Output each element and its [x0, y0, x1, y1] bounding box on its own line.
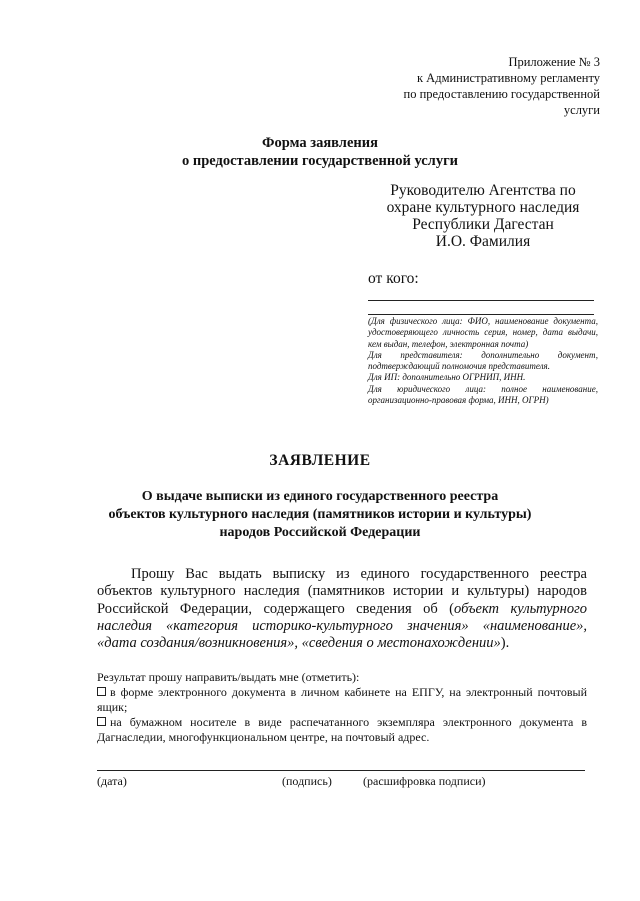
- subject-line: объектов культурного наследия (памятников истории и культуры): [108, 507, 532, 522]
- subject-line: народов Российской Федерации: [219, 525, 421, 540]
- request-plain: Прошу Вас выдать выписку из единого государственного реестра объектов культурного наследия (памятников истории и культуры) народов Российской Федерации, содержащего сведения об (: [97, 566, 587, 617]
- result-intro: Результат прошу направить/выдать мне (отметить):: [97, 670, 360, 684]
- appendix-line: по предоставлению государственной: [403, 87, 600, 101]
- from-field-line: [368, 314, 594, 315]
- date-label: (дата): [97, 774, 127, 788]
- from-note-paragraph: Для ИП: дополнительно ОГРНИП, ИНН.: [368, 372, 526, 383]
- result-option: [97, 685, 587, 715]
- request-italic: объект культурного наследия «категория историко-культурного значения» «наименование», «дата создания/возникновения», «сведения о местонахождении»: [97, 600, 588, 652]
- from-note: [368, 316, 598, 406]
- from-note-paragraph: (Для физического лица: ФИО, наименование документа, удостоверяющего личность серия, номер, дата выдачи, кем выдан, телефон, электронная почта): [368, 316, 598, 349]
- appendix-line: услуги: [563, 103, 600, 117]
- from-note-paragraph: Для представителя: дополнительно документ, подтверждающий полномочия представителя.: [368, 349, 598, 372]
- result-option: [97, 715, 587, 745]
- appendix-line: Приложение № 3: [508, 55, 600, 69]
- recipient-line: охране культурного наследия: [386, 199, 580, 216]
- request-paragraph: [97, 566, 587, 652]
- decode-label: (расшифровка подписи): [363, 774, 486, 788]
- form-title-line: о предоставлении государственной услуги: [181, 153, 459, 169]
- result-section: [97, 670, 587, 745]
- appendix-line: к Административному регламенту: [416, 71, 600, 85]
- form-title: [100, 134, 540, 170]
- result-option-label: в форме электронного документа в личном кабинете на ЕПГУ, на электронный почтовый ящик;: [97, 685, 587, 714]
- subject-line: О выдаче выписки из единого государственного реестра: [141, 489, 499, 504]
- form-title-line: Форма заявления: [262, 135, 378, 151]
- from-field-line: [368, 300, 594, 301]
- statement-subject: [90, 488, 550, 542]
- recipient-line: И.О. Фамилия: [435, 233, 531, 250]
- sign-label: (подпись): [282, 774, 332, 788]
- paper-checkbox[interactable]: [97, 717, 106, 726]
- from-note-paragraph: Для юридического лица: полное наименование, организационно-правовая форма, ИНН, ОГРН): [368, 383, 598, 406]
- recipient-line: Руководителю Агентства по: [390, 182, 576, 199]
- recipient-block: [368, 182, 598, 250]
- from-label: от кого:: [368, 270, 419, 287]
- electronic-checkbox[interactable]: [97, 687, 106, 696]
- appendix-header: [370, 54, 600, 118]
- request-end: ).: [500, 635, 510, 652]
- signature-line: [97, 770, 585, 771]
- statement-heading: ЗАЯВЛЕНИЕ: [269, 452, 371, 469]
- request-text: [97, 566, 587, 652]
- recipient-line: Республики Дагестан: [412, 216, 554, 233]
- result-option-label: на бумажном носителе в виде распечатанного экземпляра электронного документа в Дагнаследии, многофункциональном центре, на почтовый адрес.: [97, 715, 587, 744]
